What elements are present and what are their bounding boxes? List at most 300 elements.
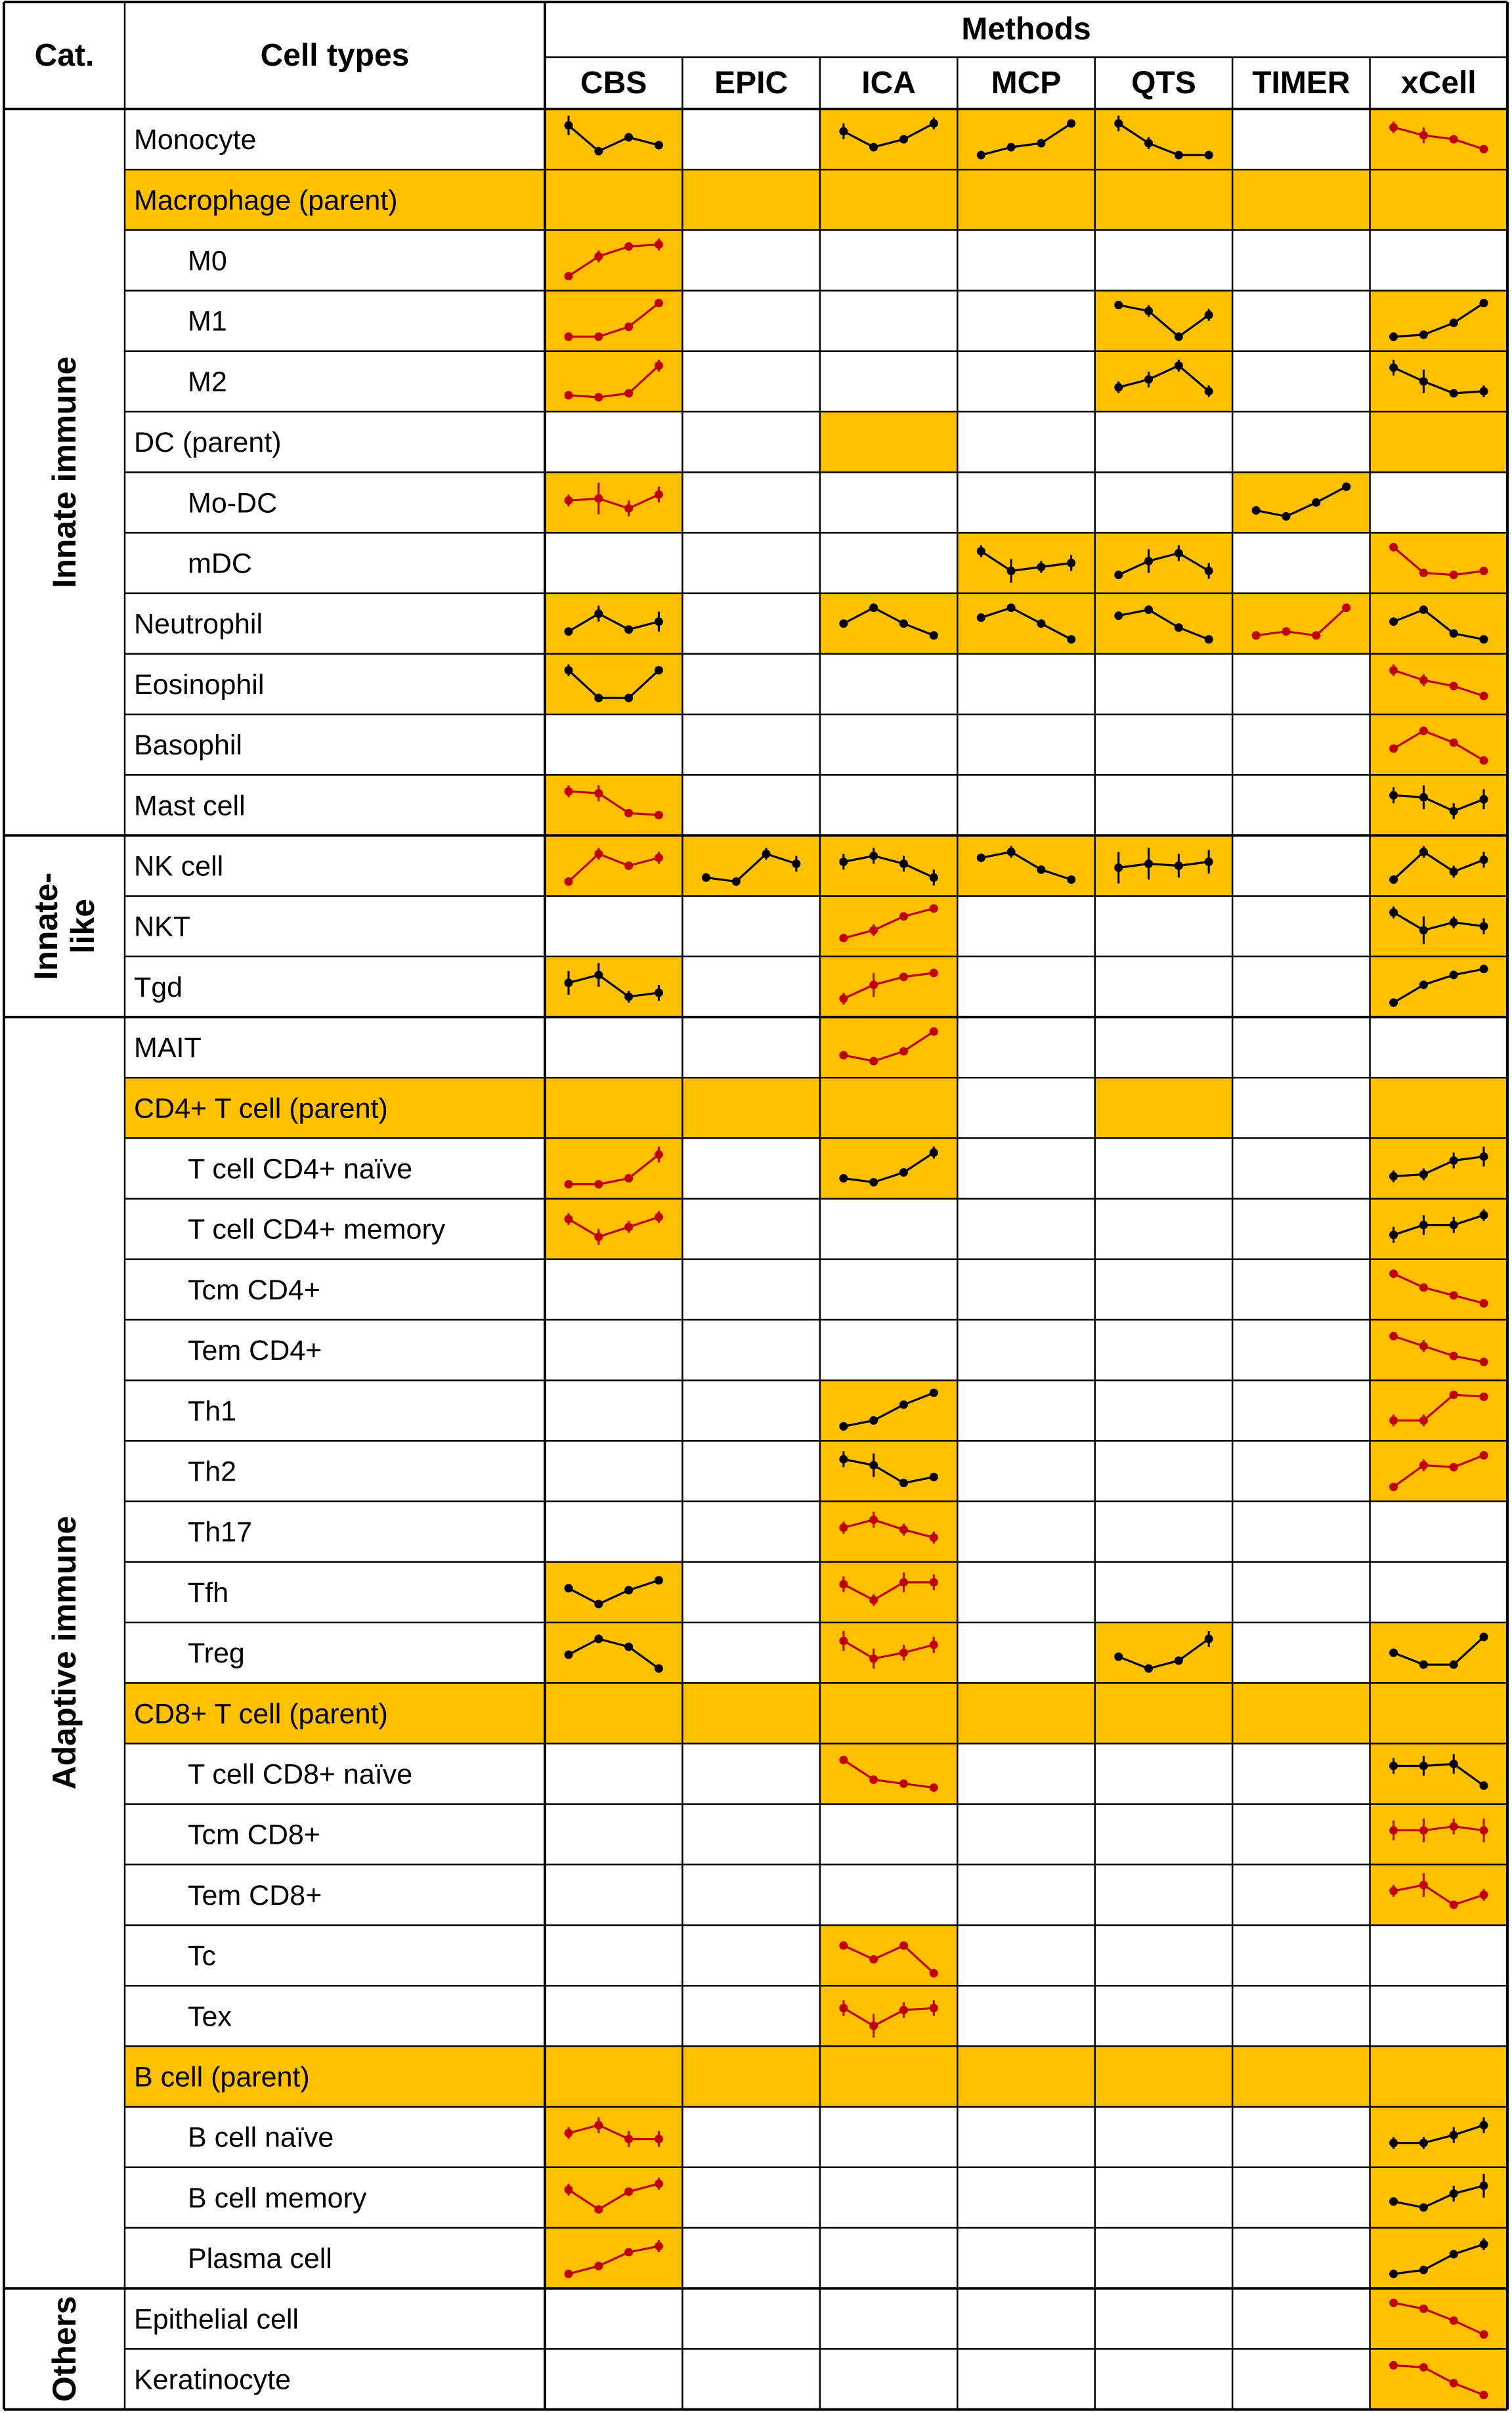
data-point xyxy=(1252,506,1261,515)
cell-fill-nk-cell-ica xyxy=(820,835,957,896)
data-point xyxy=(655,1576,663,1584)
cell-fill-m0-cbs xyxy=(545,230,682,290)
cell-fill-keratinocyte-xcell xyxy=(1370,2349,1507,2409)
data-point xyxy=(930,968,938,977)
row-label-mast-cell: Mast cell xyxy=(134,790,246,822)
data-point xyxy=(624,2135,633,2143)
data-point xyxy=(594,693,603,702)
data-point xyxy=(869,1178,878,1186)
data-point xyxy=(1389,1230,1398,1239)
data-point xyxy=(565,332,573,341)
data-point xyxy=(1480,922,1488,930)
data-point xyxy=(1389,2197,1398,2206)
data-point xyxy=(839,1422,848,1431)
row-label-macrophage-parent: Macrophage (parent) xyxy=(134,185,398,217)
data-point xyxy=(1144,557,1153,565)
data-point xyxy=(899,1525,908,1534)
data-point xyxy=(1175,861,1183,870)
data-point xyxy=(1389,1826,1398,1835)
data-point xyxy=(1389,1886,1398,1895)
row-label-tfh: Tfh xyxy=(188,1576,229,1609)
data-point xyxy=(1419,980,1428,989)
cell-fill-b-cell-parent-cbs xyxy=(545,2046,682,2106)
data-point xyxy=(655,854,663,862)
cell-fill-eosinophil-cbs xyxy=(545,654,682,714)
cell-fill-cd4-t-cell-parent-epic xyxy=(682,1077,819,1138)
cell-fill-dc-parent-ica xyxy=(820,412,957,472)
data-point xyxy=(1480,1299,1488,1307)
cell-fill-m2-qts xyxy=(1095,351,1232,412)
data-point xyxy=(1480,691,1488,700)
cell-fill-macrophage-parent-mcp xyxy=(957,169,1094,230)
data-point xyxy=(839,1756,848,1764)
data-point xyxy=(1419,1461,1428,1469)
data-point xyxy=(930,1783,938,1792)
data-point xyxy=(839,994,848,1003)
data-point xyxy=(1389,998,1398,1007)
row-label-th17: Th17 xyxy=(188,1516,253,1548)
data-point xyxy=(899,1401,908,1409)
data-point xyxy=(1419,676,1428,684)
row-label-cd8-t-cell-parent: CD8+ T cell (parent) xyxy=(134,1698,388,1730)
data-point xyxy=(1419,330,1428,339)
data-point xyxy=(1480,856,1488,864)
cell-fill-m1-xcell xyxy=(1370,291,1507,351)
data-point xyxy=(1114,120,1123,128)
data-point xyxy=(1144,1664,1153,1673)
data-point xyxy=(1419,926,1428,934)
data-point xyxy=(1312,498,1320,507)
data-point xyxy=(594,2262,603,2271)
data-point xyxy=(839,1942,848,1950)
cell-fill-cd4-t-cell-parent-cbs xyxy=(545,1077,682,1138)
data-point xyxy=(1312,631,1320,640)
method-header-epic: EPIC xyxy=(714,66,788,100)
data-point xyxy=(594,1635,603,1643)
row-label-t-cell-cd4-memory: T cell CD4+ memory xyxy=(188,1213,446,1246)
cell-fill-b-cell-parent-epic xyxy=(682,2046,819,2106)
cell-fill-t-cell-cd4-na-ve-ica xyxy=(820,1138,957,1198)
data-point xyxy=(930,1969,938,1978)
data-point xyxy=(869,2022,878,2030)
data-point xyxy=(1480,1781,1488,1790)
data-point xyxy=(565,391,573,399)
row-label-mo-dc: Mo-DC xyxy=(188,487,278,519)
data-point xyxy=(1389,908,1398,917)
cell-fill-cd8-t-cell-parent-ica xyxy=(820,1683,957,1743)
data-point xyxy=(1419,727,1428,735)
row-label-m1: M1 xyxy=(188,305,227,337)
data-point xyxy=(1342,483,1350,491)
data-point xyxy=(1114,611,1123,620)
data-point xyxy=(1480,2330,1488,2339)
data-point xyxy=(839,934,848,942)
row-label-b-cell-na-ve: B cell naïve xyxy=(188,2121,334,2154)
cell-fill-nkt-ica xyxy=(820,896,957,957)
data-point xyxy=(1389,363,1398,372)
data-point xyxy=(1480,299,1488,307)
data-point xyxy=(869,1955,878,1964)
data-point xyxy=(1175,549,1183,557)
data-point xyxy=(624,322,633,331)
data-point xyxy=(1419,377,1428,385)
data-point xyxy=(1389,1649,1398,1657)
data-point xyxy=(1007,143,1016,152)
data-point xyxy=(1450,2379,1458,2387)
cell-fill-treg-ica xyxy=(820,1622,957,1683)
method-header-xcell: xCell xyxy=(1400,66,1477,100)
data-point xyxy=(624,1586,633,1594)
data-point xyxy=(1419,1826,1428,1835)
data-point xyxy=(1480,2240,1488,2249)
data-point xyxy=(899,1779,908,1788)
row-label-mdc: mDC xyxy=(188,548,252,580)
cell-fill-th1-ica xyxy=(820,1380,957,1441)
data-point xyxy=(1007,848,1016,856)
data-point xyxy=(839,619,848,628)
data-point xyxy=(1480,1890,1488,1899)
cell-fill-m2-cbs xyxy=(545,351,682,412)
data-point xyxy=(762,850,771,858)
cell-fill-neutrophil-mcp xyxy=(957,594,1094,654)
data-point xyxy=(624,861,633,870)
data-point xyxy=(1480,1826,1488,1835)
row-label-dc-parent: DC (parent) xyxy=(134,427,282,459)
cell-fill-nk-cell-mcp xyxy=(957,835,1094,896)
data-point xyxy=(1067,120,1075,128)
cell-fill-th17-ica xyxy=(820,1502,957,1562)
data-point xyxy=(1450,682,1458,690)
data-point xyxy=(1144,605,1153,614)
data-point xyxy=(655,2179,663,2188)
category-label-adaptive-immune: Adaptive immune xyxy=(46,1515,83,1790)
row-label-nk-cell: NK cell xyxy=(134,850,224,882)
data-point xyxy=(1419,569,1428,577)
data-point xyxy=(1450,1352,1458,1360)
data-point xyxy=(899,859,908,868)
data-point xyxy=(1450,1760,1458,1768)
data-point xyxy=(1389,666,1398,674)
data-point xyxy=(655,2242,663,2251)
data-point xyxy=(655,666,663,674)
data-point xyxy=(1480,145,1488,154)
data-point xyxy=(930,1473,938,1481)
row-label-cd4-t-cell-parent: CD4+ T cell (parent) xyxy=(134,1093,388,1125)
data-point xyxy=(1419,1283,1428,1292)
data-point xyxy=(977,613,985,622)
data-point xyxy=(655,2135,663,2143)
data-point xyxy=(869,1596,878,1604)
cell-fill-b-cell-parent-mcp xyxy=(957,2046,1094,2106)
cell-fill-m1-qts xyxy=(1095,291,1232,351)
cell-fill-b-cell-parent-timer xyxy=(1232,2046,1370,2106)
row-label-tgd: Tgd xyxy=(134,971,183,1003)
cell-fill-th2-xcell xyxy=(1370,1441,1507,1501)
data-point xyxy=(655,988,663,997)
data-point xyxy=(1282,512,1290,521)
data-point xyxy=(594,2205,603,2213)
data-point xyxy=(1480,756,1488,765)
data-point xyxy=(1480,387,1488,395)
cell-fill-cd4-t-cell-parent-qts xyxy=(1095,1077,1232,1138)
row-label-keratinocyte: Keratinocyte xyxy=(134,2364,292,2396)
data-point xyxy=(655,299,663,307)
method-header-mcp: MCP xyxy=(991,66,1062,100)
row-label-tex: Tex xyxy=(188,2001,232,2033)
data-point xyxy=(869,1775,878,1784)
cell-fill-mast-cell-cbs xyxy=(545,775,682,835)
cell-fill-tcm-cd4-xcell xyxy=(1370,1259,1507,1320)
data-point xyxy=(1450,1391,1458,1399)
data-point xyxy=(1067,635,1075,643)
cell-fill-b-cell-memory-xcell xyxy=(1370,2167,1507,2228)
data-point xyxy=(1480,1451,1488,1460)
data-point xyxy=(565,272,573,280)
row-label-b-cell-parent: B cell (parent) xyxy=(134,2061,310,2093)
data-point xyxy=(899,1649,908,1657)
cell-fill-cd8-t-cell-parent-timer xyxy=(1232,1683,1370,1743)
data-point xyxy=(899,972,908,981)
data-point xyxy=(1144,375,1153,383)
cell-fill-monocyte-qts xyxy=(1095,109,1232,169)
data-point xyxy=(839,1174,848,1183)
data-point xyxy=(655,141,663,150)
cell-fill-macrophage-parent-epic xyxy=(682,169,819,230)
cell-fill-m2-xcell xyxy=(1370,351,1507,412)
data-point xyxy=(565,1584,573,1592)
data-point xyxy=(1450,2131,1458,2139)
header-category: Cat. xyxy=(34,38,95,73)
data-point xyxy=(1450,389,1458,397)
data-point xyxy=(1389,1483,1398,1491)
row-label-th1: Th1 xyxy=(188,1395,237,1427)
data-point xyxy=(899,912,908,921)
cell-fill-cd4-t-cell-parent-xcell xyxy=(1370,1077,1507,1138)
cell-fill-t-cell-cd8-na-ve-ica xyxy=(820,1743,957,1804)
cell-fill-mo-dc-timer xyxy=(1232,472,1370,533)
data-point xyxy=(1419,131,1428,140)
data-point xyxy=(1389,2270,1398,2278)
data-point xyxy=(1450,1463,1458,1471)
data-point xyxy=(624,1643,633,1651)
data-point xyxy=(1419,1762,1428,1770)
cell-fill-nk-cell-xcell xyxy=(1370,835,1507,896)
data-point xyxy=(1205,567,1213,575)
method-header-qts: QTS xyxy=(1131,66,1196,100)
data-point xyxy=(655,1664,663,1673)
data-point xyxy=(1450,2316,1458,2325)
data-point xyxy=(899,1578,908,1586)
cell-fill-nk-cell-cbs xyxy=(545,835,682,896)
data-point xyxy=(1389,745,1398,753)
data-point xyxy=(1389,617,1398,626)
data-point xyxy=(1480,1633,1488,1641)
data-point xyxy=(565,978,573,987)
cell-fill-mait-ica xyxy=(820,1017,957,1077)
data-point xyxy=(1144,139,1153,148)
data-point xyxy=(977,151,985,160)
data-point xyxy=(1282,627,1290,636)
cell-fill-cd4-t-cell-parent-ica xyxy=(820,1077,957,1138)
data-point xyxy=(930,1028,938,1036)
data-point xyxy=(930,1389,938,1397)
cell-fill-t-cell-cd4-na-ve-cbs xyxy=(545,1138,682,1198)
data-point xyxy=(839,1523,848,1532)
data-point xyxy=(1114,1653,1123,1661)
data-point xyxy=(1450,807,1458,815)
data-point xyxy=(1450,1156,1458,1165)
data-point xyxy=(1480,795,1488,804)
cell-fill-tgd-xcell xyxy=(1370,957,1507,1017)
cell-fill-tc-ica xyxy=(820,1925,957,1986)
data-point xyxy=(655,490,663,499)
data-point xyxy=(1389,543,1398,552)
data-point xyxy=(1450,1661,1458,1669)
data-point xyxy=(1419,1416,1428,1425)
cell-fill-t-cell-cd4-memory-xcell xyxy=(1370,1199,1507,1259)
data-point xyxy=(655,1213,663,1221)
data-point xyxy=(869,926,878,934)
data-point xyxy=(899,1942,908,1950)
data-point xyxy=(1450,867,1458,876)
data-point xyxy=(930,120,938,128)
data-point xyxy=(1419,793,1428,802)
data-point xyxy=(899,1479,908,1487)
cell-fill-m1-cbs xyxy=(545,291,682,351)
data-point xyxy=(1389,2361,1398,2370)
data-point xyxy=(594,332,603,341)
data-point xyxy=(1419,1170,1428,1179)
data-point xyxy=(930,904,938,913)
data-point xyxy=(1252,631,1261,640)
data-point xyxy=(655,1150,663,1159)
data-point xyxy=(1480,1211,1488,1219)
data-point xyxy=(624,625,633,634)
category-label-others: Others xyxy=(46,2295,83,2402)
data-point xyxy=(839,1637,848,1645)
row-label-b-cell-memory: B cell memory xyxy=(188,2182,367,2214)
data-point xyxy=(1205,635,1213,643)
data-point xyxy=(594,147,603,156)
data-point xyxy=(1205,1635,1213,1643)
data-point xyxy=(1419,1342,1428,1351)
cell-fill-macrophage-parent-ica xyxy=(820,169,957,230)
row-label-t-cell-cd4-na-ve: T cell CD4+ naïve xyxy=(188,1153,413,1185)
data-point xyxy=(1419,2266,1428,2274)
row-label-tcm-cd8: Tcm CD8+ xyxy=(188,1819,320,1851)
data-point xyxy=(977,854,985,862)
data-point xyxy=(930,2004,938,2012)
data-point xyxy=(869,603,878,612)
cell-fill-b-cell-parent-qts xyxy=(1095,2046,1232,2106)
data-point xyxy=(594,393,603,401)
cell-fill-cd8-t-cell-parent-mcp xyxy=(957,1683,1094,1743)
data-point xyxy=(1175,623,1183,632)
row-label-tcm-cd4: Tcm CD4+ xyxy=(188,1274,320,1306)
data-point xyxy=(930,1578,938,1586)
method-header-ica: ICA xyxy=(861,66,916,100)
data-point xyxy=(839,1455,848,1464)
data-point xyxy=(1450,1822,1458,1831)
data-point xyxy=(869,143,878,152)
data-point xyxy=(1419,605,1428,614)
data-point xyxy=(1450,629,1458,638)
data-point xyxy=(1419,2203,1428,2211)
row-label-th2: Th2 xyxy=(188,1456,237,1488)
data-point xyxy=(930,1148,938,1157)
cell-fill-neutrophil-timer xyxy=(1232,594,1370,654)
data-point xyxy=(594,494,603,503)
data-point xyxy=(869,1057,878,1066)
data-point xyxy=(624,2248,633,2257)
data-point xyxy=(565,121,573,130)
data-point xyxy=(899,1047,908,1056)
data-point xyxy=(624,389,633,397)
cell-fill-cd8-t-cell-parent-cbs xyxy=(545,1683,682,1743)
data-point xyxy=(565,2185,573,2194)
data-point xyxy=(930,873,938,882)
data-point xyxy=(565,787,573,796)
data-point xyxy=(1067,875,1075,884)
category-label-innate-like-1: like xyxy=(64,898,101,954)
data-point xyxy=(1007,567,1016,575)
data-point xyxy=(1342,603,1350,612)
data-point xyxy=(1175,361,1183,370)
cell-fill-treg-qts xyxy=(1095,1622,1232,1683)
data-point xyxy=(1205,151,1213,160)
data-point xyxy=(839,2004,848,2012)
data-point xyxy=(594,970,603,979)
data-point xyxy=(839,858,848,866)
data-point xyxy=(1450,918,1458,926)
data-point xyxy=(565,1651,573,1659)
data-point xyxy=(594,252,603,261)
data-point xyxy=(624,1223,633,1231)
data-point xyxy=(565,2129,573,2137)
cell-fill-tfh-cbs xyxy=(545,1562,682,1622)
data-point xyxy=(624,1174,633,1183)
data-point xyxy=(1144,859,1153,868)
data-point xyxy=(594,2121,603,2129)
data-point xyxy=(1389,1416,1398,1425)
data-point xyxy=(594,789,603,798)
data-point xyxy=(1175,151,1183,160)
data-point xyxy=(1419,1221,1428,1229)
data-point xyxy=(1450,739,1458,747)
data-point xyxy=(565,627,573,636)
data-point xyxy=(1450,135,1458,144)
row-label-plasma-cell: Plasma cell xyxy=(188,2243,332,2275)
row-label-nkt: NKT xyxy=(134,911,190,943)
row-label-epithelial-cell: Epithelial cell xyxy=(134,2303,299,2336)
data-point xyxy=(565,1180,573,1188)
data-point xyxy=(732,877,741,886)
data-point xyxy=(1205,311,1213,319)
cell-fill-monocyte-xcell xyxy=(1370,109,1507,169)
data-point xyxy=(1114,383,1123,391)
data-point xyxy=(594,609,603,618)
data-point xyxy=(1450,2189,1458,2198)
data-point xyxy=(1419,2305,1428,2313)
cell-fill-th1-xcell xyxy=(1370,1380,1507,1441)
data-point xyxy=(1480,635,1488,643)
data-point xyxy=(1389,791,1398,800)
cell-fill-macrophage-parent-timer xyxy=(1232,169,1370,230)
data-point xyxy=(1480,2181,1488,2190)
data-point xyxy=(1389,1762,1398,1770)
data-point xyxy=(1037,865,1045,874)
data-point xyxy=(1114,863,1123,872)
